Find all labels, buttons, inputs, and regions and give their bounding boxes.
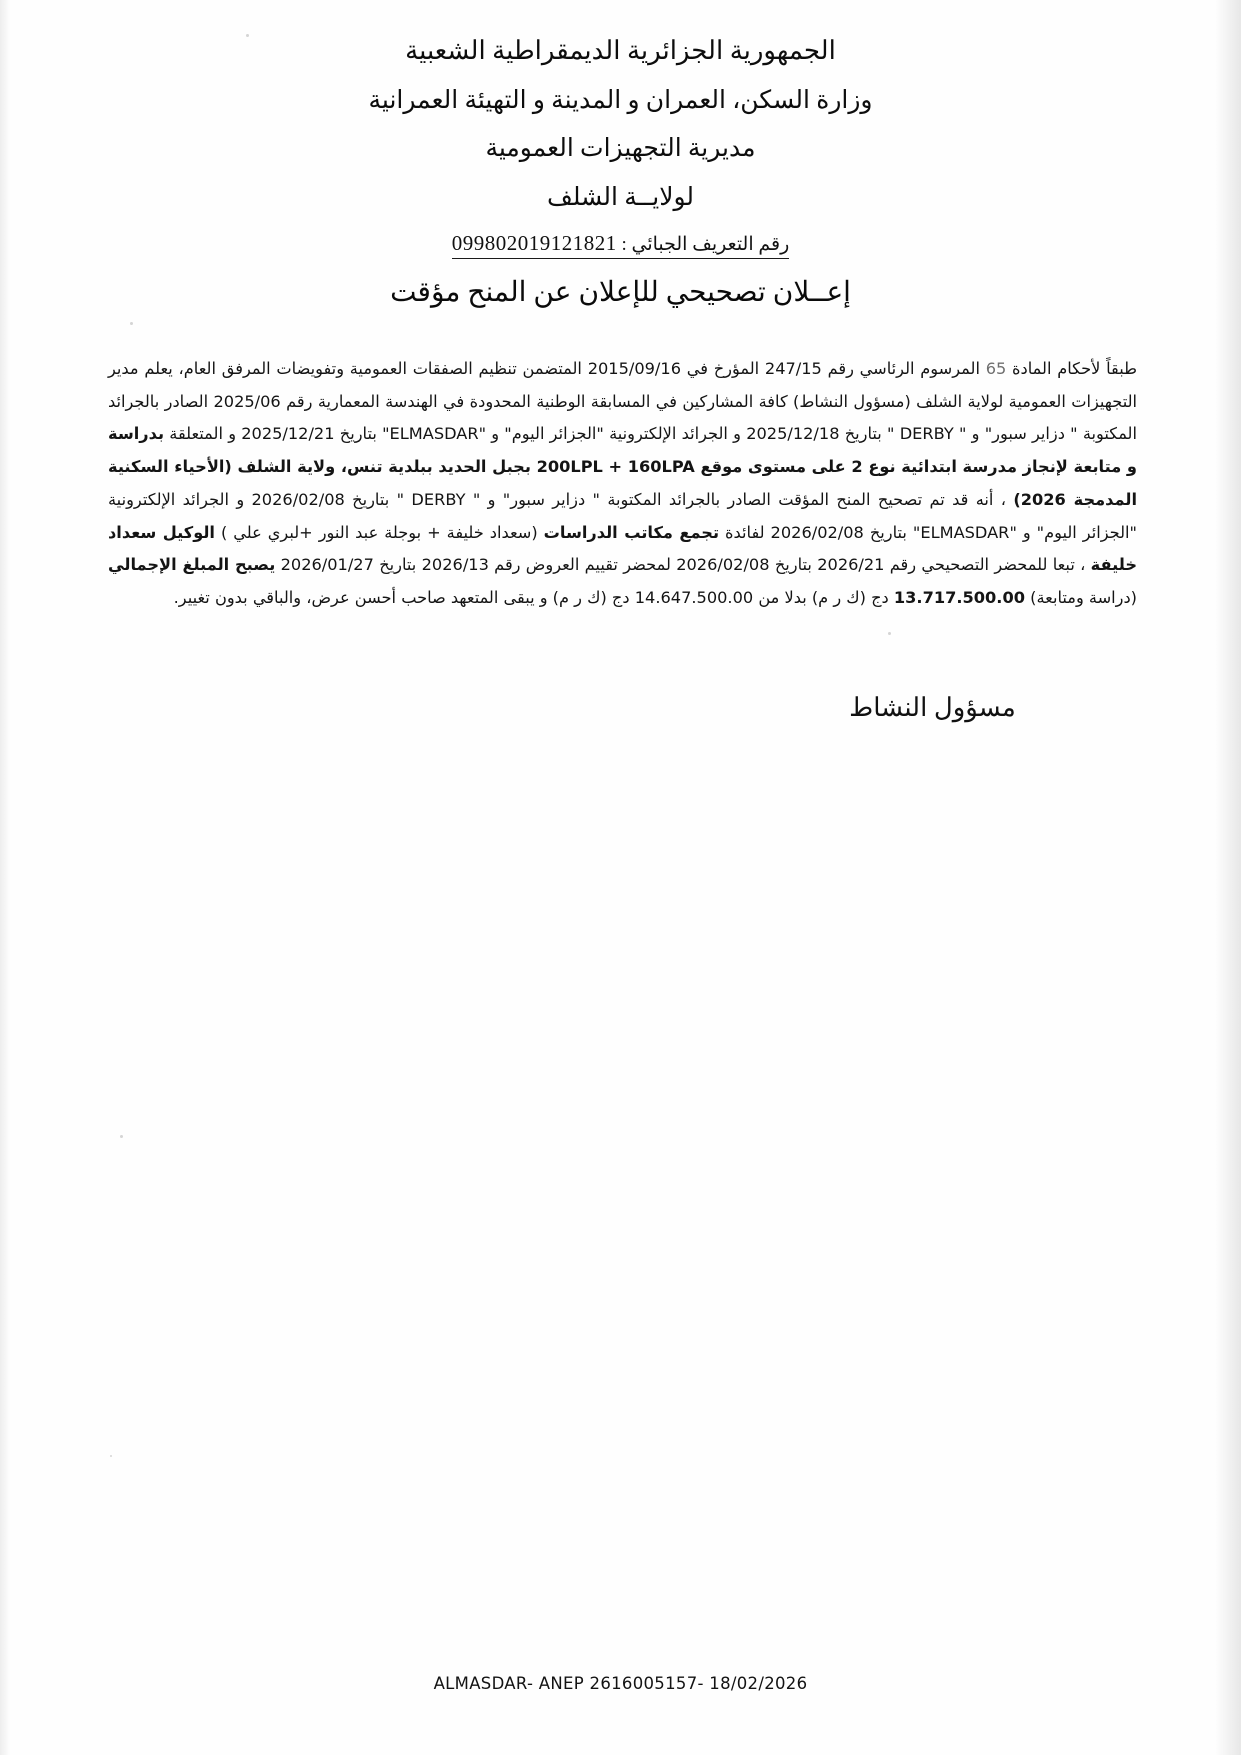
signature-title: مسؤول النشاط [849,692,1016,722]
body-segment-2: المرسوم الرئاسي رقم 247/15 المؤرخ في 2015/09/16 المتضمن تنظيم الصفقات العمومية وتفويضات المرفق العام، يعلم مدير التجهيزات العمومية لولاية الشلف (مسؤول النشاط) كافة المشاركين في المسابقة الوطنية المحدودة في الهندسة المعمارية رقم 2025/06 الصادر بالجرائد المكتوبة " دزاير سبور" و " DERBY " بتاريخ 2025/12/18 و الجرائد الإلكترونية "الجزائر اليوم" و "ELMASDAR" بتاريخ 2025/12/21 و المتعلقة [108,358,1138,444]
awardee-group-bold: تجمع مكاتب الدراسات [543,522,720,542]
scan-speck [120,1135,123,1138]
tax-id-row [0,231,1241,259]
corrected-amount-bold: 13.717.500.00 [893,587,1025,607]
body-paragraph [108,353,1137,615]
announcement-body [108,353,1137,615]
scan-edge-right [1215,0,1241,1755]
body-segment-5: ، تبعا للمحضر التصحيحي رقم 2026/21 بتاريخ 2026/02/08 لمحضر تقييم العروض رقم 2026/13 بتاريخ 2026/01/27 [275,555,1091,575]
scan-speck [888,632,891,635]
scan-edge-left [0,0,10,1755]
body-segment-3: ، أنه قد تم تصحيح المنح المؤقت الصادر بالجرائد المكتوبة " دزاير سبور" و " DERBY " بتاريخ 2026/02/08 و الجرائد الإلكترونية "الجزائر اليوم" و "ELMASDAR" بتاريخ 2026/02/08 لفائدة [108,489,1137,542]
article-number: 65 [985,358,1007,378]
wilaya-title: لولايــة الشلف [546,184,695,212]
scan-speck [130,322,133,325]
ministry-title: وزارة السكن، العمران و المدينة و التهيئة العمرانية [368,86,873,114]
body-segment-4: (سعداد خليفة + بوجلة عبد النور +لبري علي ) [214,522,544,542]
agent-name-bold: الوكيل سعداد خليفة [108,522,1138,575]
project-description-bold: بدراسة و متابعة لإنجاز مدرسة ابتدائية نوع 2 على مستوى موقع 200LPL + 160LPA بجبل الحديد ببلدية تنس، ولاية الشلف (الأحياء السكنية المدمجة 2026) [108,424,1137,509]
scan-speck [110,1455,112,1457]
directorate-title: مديرية التجهيزات العمومية [485,135,756,163]
letterhead [0,0,1241,259]
signature-block [0,693,1241,723]
republic-title: الجمهورية الجزائرية الديمقراطية الشعبية [405,36,836,65]
tax-id-label: رقم التعريف الجبائي : [621,233,790,255]
tax-id-value: 099802019121821 [451,230,617,255]
body-segment-6: (دراسة ومتابعة) [1025,587,1137,607]
total-amount-label-bold: يصبح المبلغ الإجمالي [108,555,276,575]
body-segment-1: طبقاً لأحكام المادة [1006,358,1137,378]
footer-reference: ALMASDAR- ANEP 2616005157- 18/02/2026 [433,1674,808,1693]
body-segment-7: دج (ك ر م) بدلا من 14.647.500.00 دج (ك ر م) و يبقى المتعهد صاحب أحسن عرض، والباقي بدون تغيير. [173,587,894,607]
tax-id [452,231,790,259]
page-title: إعــلان تصحيحي للإعلان عن المنح مؤقت [390,276,851,308]
